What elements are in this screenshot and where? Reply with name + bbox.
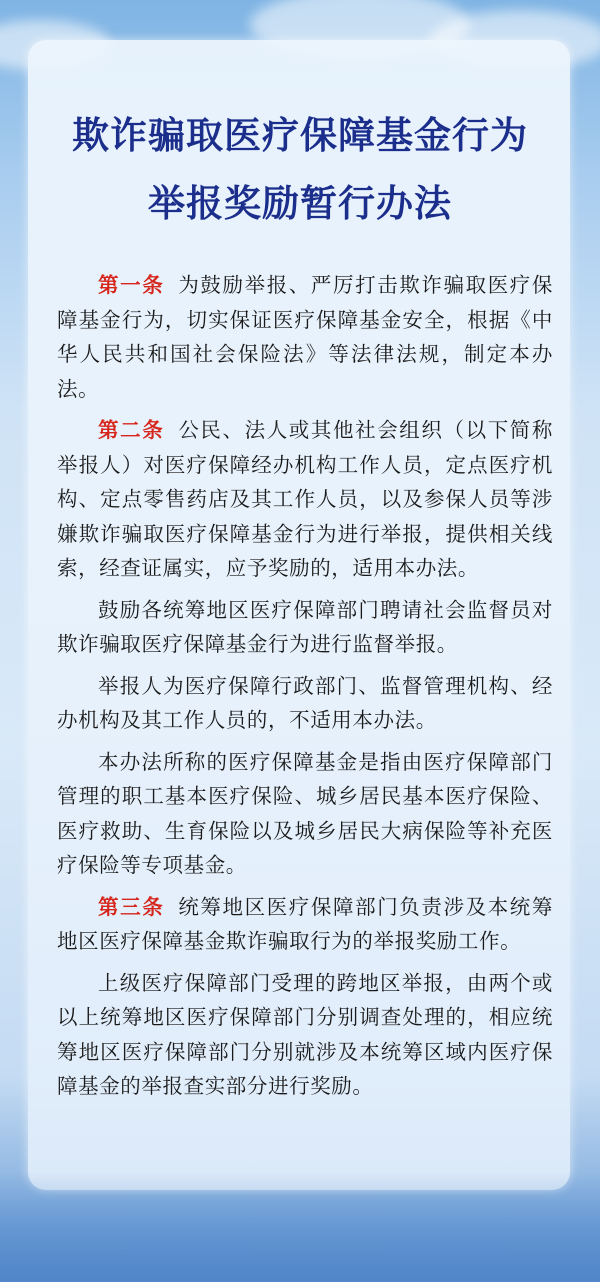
paragraph-text: 举报人为医疗保障行政部门、监督管理机构、经办机构及其工作人员的，不适用本办法。 — [57, 673, 553, 732]
paragraph-text: 公民、法人或其他社会组织（以下简称举报人）对医疗保障经办机构工作人员，定点医疗机构、定点零售药店及其工作人员，以及参保人员等涉嫌欺诈骗取医疗保障基金行为进行举报，提供相关线索，经查证属实，应予奖励的，适用本办法。 — [57, 418, 553, 580]
paragraph — [57, 890, 553, 959]
article-body — [57, 268, 553, 1111]
paragraph — [57, 268, 553, 406]
title-line-1: 欺诈骗取医疗保障基金行为 — [72, 114, 528, 157]
paragraph — [57, 966, 553, 1104]
article-label: 第三条 — [98, 894, 165, 919]
bottom-band-decoration — [0, 1172, 600, 1282]
paragraph — [57, 593, 553, 662]
paragraph — [57, 413, 553, 586]
paragraph-text: 为鼓励举报、严厉打击欺诈骗取医疗保障基金行为，切实保证医疗保障基金安全，根据《中华人民共和国社会保险法》等法律法规，制定本办法。 — [57, 273, 553, 401]
article-label: 第二条 — [98, 418, 165, 442]
article-label: 第一条 — [98, 273, 165, 297]
paragraph-text: 本办法所称的医疗保障基金是指由医疗保障部门管理的职工基本医疗保险、城乡居民基本医疗保险、医疗救助、生育保险以及城乡居民大病保险等补充医疗保险等专项基金。 — [57, 749, 553, 877]
paragraph-text: 鼓励各统筹地区医疗保障部门聘请社会监督员对欺诈骗取医疗保障基金行为进行监督举报。 — [57, 597, 553, 656]
paragraph — [57, 669, 553, 738]
paragraph-text: 上级医疗保障部门受理的跨地区举报，由两个或以上统筹地区医疗保障部门分别调查处理的，相应统筹地区医疗保障部门分别就涉及本统筹区域内医疗保障基金的举报查实部分进行奖励。 — [57, 970, 553, 1098]
paragraph — [57, 745, 553, 883]
paragraph-text: 统筹地区医疗保障部门负责涉及本统筹地区医疗保障基金欺诈骗取行为的举报奖励工作。 — [57, 894, 553, 953]
title-line-2: 举报奖励暂行办法 — [148, 182, 452, 225]
